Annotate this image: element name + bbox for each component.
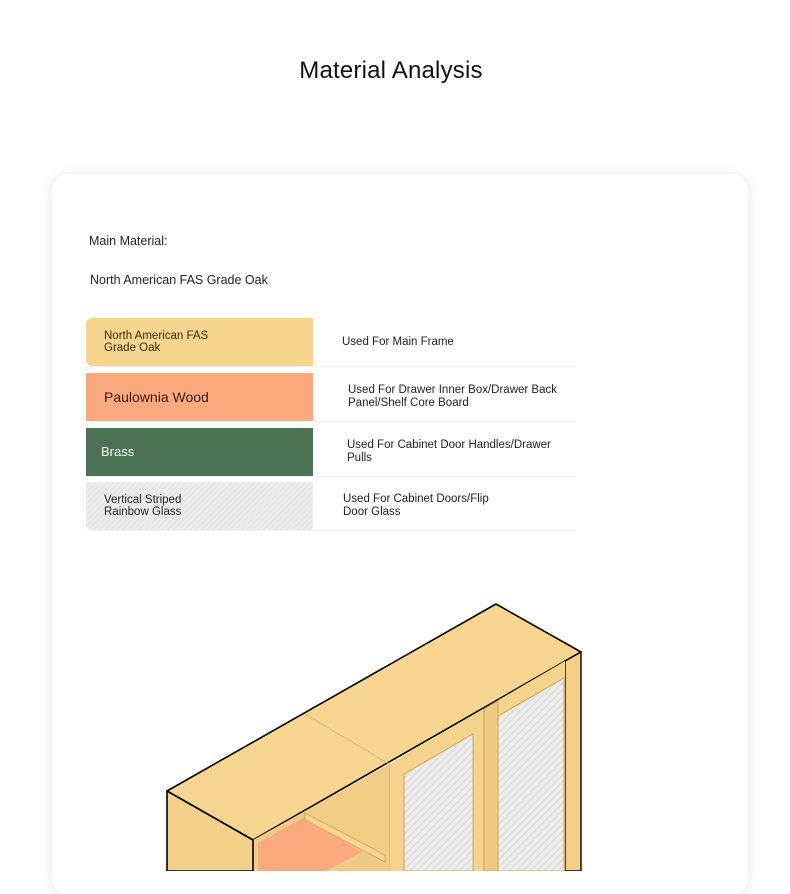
material-row-oak (86, 318, 576, 367)
material-card (52, 174, 748, 894)
material-swatch-brass (86, 428, 313, 476)
material-name-oak: North American FAS Grade Oak (104, 330, 209, 354)
main-material-value: North American FAS Grade Oak (90, 273, 268, 287)
material-row-glass (86, 482, 576, 531)
material-swatch-paulownia (86, 373, 313, 421)
material-name-brass: Brass (101, 444, 135, 459)
material-swatch-glass (86, 482, 313, 530)
material-usage-glass: Used For Cabinet Doors/Flip Door Glass (343, 493, 489, 518)
material-usage-oak: Used For Main Frame (342, 335, 454, 348)
material-name-paulownia: Paulownia Wood (104, 389, 209, 405)
page-title: Material Analysis (299, 57, 483, 84)
material-name-glass: Vertical Striped Rainbow Glass (104, 494, 182, 518)
material-row-brass (86, 428, 576, 477)
material-swatch-oak (86, 318, 313, 366)
material-row-paulownia (86, 373, 576, 422)
material-usage-brass: Used For Cabinet Door Handles/Drawer Pulls (347, 439, 551, 464)
material-usage-paulownia: Used For Drawer Inner Box/Drawer Back Panel/Shelf Core Board (348, 384, 557, 409)
main-material-label: Main Material: (89, 234, 168, 248)
